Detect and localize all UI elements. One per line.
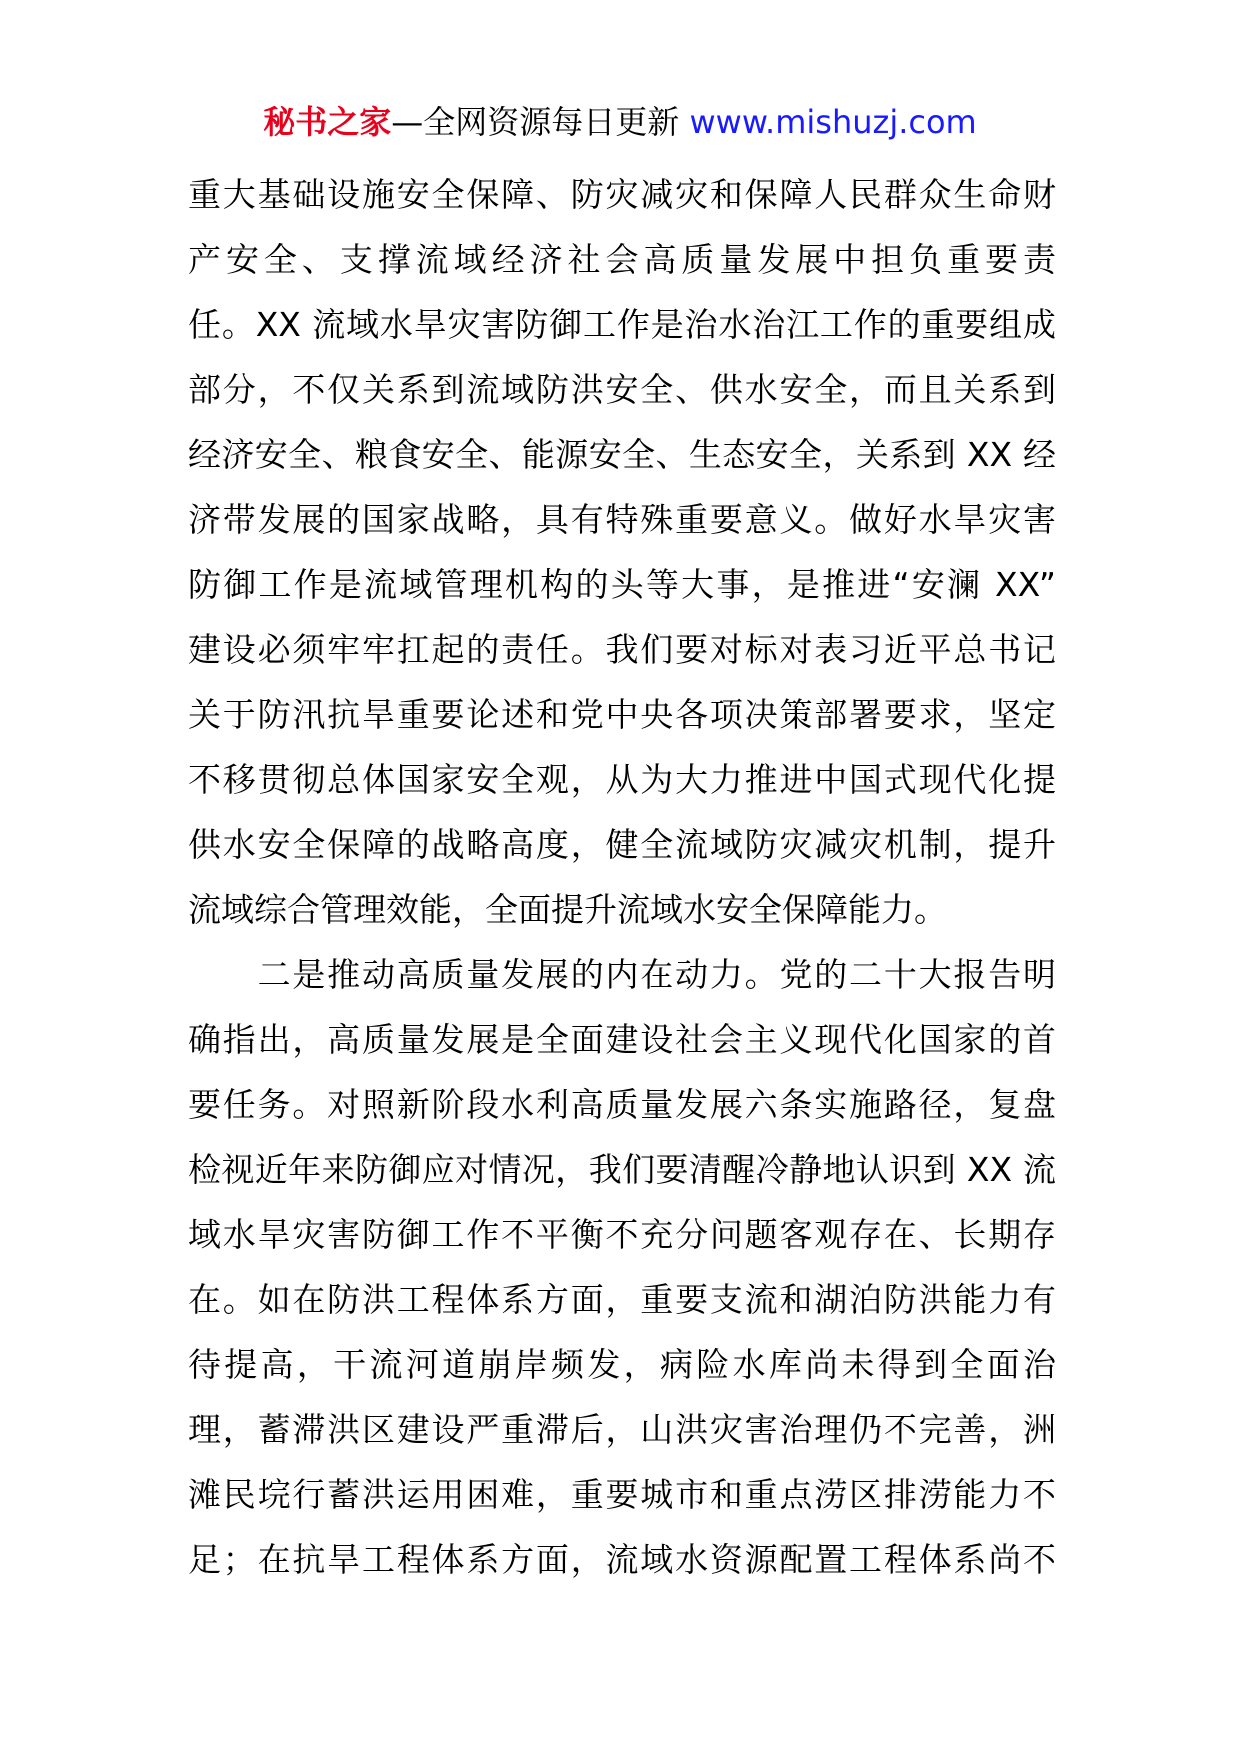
header-tagline: —全网资源每日更新 — [391, 103, 680, 141]
text-line: 在。如在防洪工程体系方面，重要支流和湖泊防洪能力有 — [188, 1280, 1056, 1319]
text-line: 足；在抗旱工程体系方面，流域水资源配置工程体系尚不 — [188, 1540, 1056, 1579]
text-line: 重大基础设施安全保障、防灾减灾和保障人民群众生命财 — [188, 175, 1056, 214]
text-line: 检视近年来防御应对情况，我们要清醒冷静地认识到 XX 流 — [188, 1150, 1056, 1189]
page-header — [0, 100, 1240, 144]
text-line: 二是推动高质量发展的内在动力。党的二十大报告明 — [188, 955, 1056, 994]
text-line: 供水安全保障的战略高度，健全流域防灾减灾机制，提升 — [188, 825, 1056, 864]
text-line: 经济安全、粮食安全、能源安全、生态安全，关系到 XX 经 — [188, 435, 1056, 474]
text-line: 域水旱灾害防御工作不平衡不充分问题客观存在、长期存 — [188, 1215, 1056, 1254]
text-line: 防御工作是流域管理机构的头等大事，是推进“安澜 XX” — [188, 565, 1056, 604]
text-line: 关于防汛抗旱重要论述和党中央各项决策部署要求，坚定 — [188, 695, 1056, 734]
text-line: 部分，不仅关系到流域防洪安全、供水安全，而且关系到 — [188, 370, 1056, 409]
header-brand: 秘书之家 — [263, 103, 392, 141]
text-line: 流域综合管理效能，全面提升流域水安全保障能力。 — [188, 890, 947, 929]
text-line: 待提高，干流河道崩岸频发，病险水库尚未得到全面治 — [188, 1345, 1056, 1384]
body-text — [188, 162, 1056, 1592]
text-line: 建设必须牢牢扛起的责任。我们要对标对表习近平总书记 — [188, 630, 1056, 669]
text-line: 理，蓄滞洪区建设严重滞后，山洪灾害治理仍不完善，洲 — [188, 1410, 1056, 1449]
text-line: 济带发展的国家战略，具有特殊重要意义。做好水旱灾害 — [188, 500, 1056, 539]
text-line: 确指出，高质量发展是全面建设社会主义现代化国家的首 — [188, 1020, 1056, 1059]
header-url-link[interactable]: www.mishuzj.com — [689, 103, 977, 141]
text-line: 不移贯彻总体国家安全观，从为大力推进中国式现代化提 — [188, 760, 1056, 799]
text-line: 任。XX 流域水旱灾害防御工作是治水治江工作的重要组成 — [188, 305, 1056, 344]
text-line: 滩民垸行蓄洪运用困难，重要城市和重点涝区排涝能力不 — [188, 1475, 1056, 1514]
text-line: 产安全、支撑流域经济社会高质量发展中担负重要责 — [188, 240, 1056, 279]
text-line: 要任务。对照新阶段水利高质量发展六条实施路径，复盘 — [188, 1085, 1056, 1124]
